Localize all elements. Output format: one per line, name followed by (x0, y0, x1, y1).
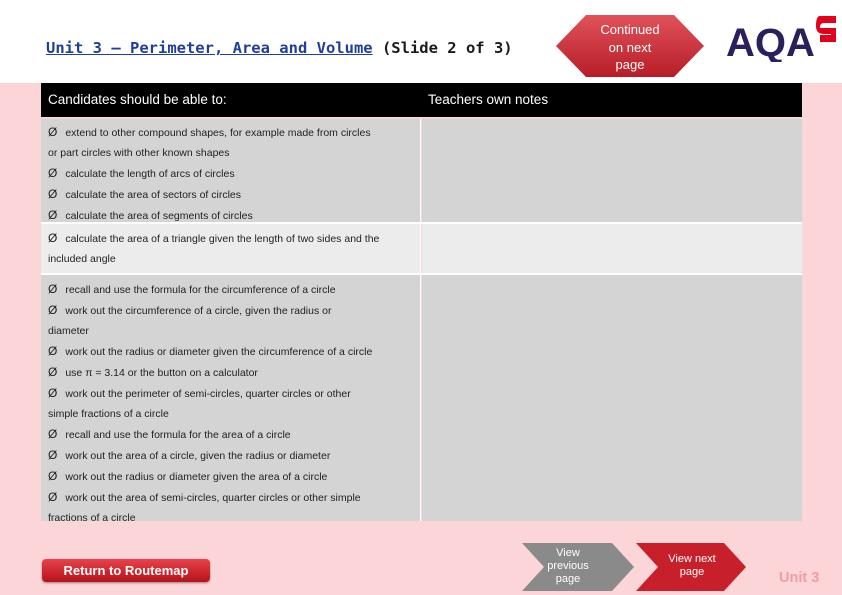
notes-cell[interactable] (422, 119, 802, 222)
objective-line (41, 508, 420, 528)
objective-line (41, 300, 420, 321)
objective-line (41, 122, 420, 143)
table-row (41, 224, 802, 273)
objective-text: work out the circumference of a circle, given the radius or (65, 305, 332, 317)
title-link[interactable]: Unit 3 – Perimeter, Area and Volume (46, 39, 373, 57)
objectives-cell (41, 224, 421, 273)
prev-line1: View (556, 547, 580, 559)
objective-line (41, 362, 420, 383)
bullet-arrow-icon: Ø (48, 427, 58, 441)
objective-line (41, 341, 420, 362)
objective-line (41, 445, 420, 466)
bullet-arrow-icon: Ø (48, 208, 58, 222)
unit-label: Unit 3 (779, 570, 820, 586)
table-row (41, 275, 802, 524)
continued-line1: Continued (600, 22, 660, 37)
header-teacher-notes: Teachers own notes (428, 92, 549, 107)
bullet-arrow-icon: Ø (48, 187, 58, 201)
bullet-arrow-icon: Ø (48, 125, 58, 139)
bullet-arrow-icon: Ø (48, 469, 58, 483)
bullet-arrow-icon: Ø (48, 282, 58, 296)
objective-text: recall and use the formula for the circumference of a circle (65, 284, 336, 296)
objective-line (41, 279, 420, 300)
logo-swoosh-icon (816, 16, 836, 42)
bullet-arrow-icon: Ø (48, 166, 58, 180)
next-line2: page (679, 566, 705, 578)
bullet-arrow-icon: Ø (48, 448, 58, 462)
table-row (41, 119, 802, 222)
title-suffix: (Slide 2 of 3) (372, 39, 513, 57)
objective-text: calculate the area of a triangle given the length of two sides and the (65, 233, 380, 245)
prev-line3: page (555, 573, 581, 585)
view-previous-page-button[interactable] (522, 543, 634, 591)
continued-next-page-button[interactable] (556, 15, 704, 77)
objective-line (41, 184, 420, 205)
objective-line (41, 424, 420, 445)
header-candidates: Candidates should be able to: (48, 92, 227, 107)
objective-text: work out the radius or diameter given the circumference of a circle (65, 346, 373, 358)
page-title (46, 39, 513, 57)
continued-line3: page (615, 57, 645, 72)
objectives-cell (41, 119, 421, 222)
objective-line (41, 487, 420, 508)
objective-text: recall and use the formula for the area of a circle (65, 429, 291, 441)
bullet-arrow-icon: Ø (48, 231, 58, 245)
objective-line (41, 163, 420, 184)
bullet-arrow-icon: Ø (48, 365, 58, 379)
objective-text: fractions of a circle (48, 512, 136, 524)
objective-line (41, 143, 420, 163)
prev-line2: previous (547, 560, 589, 572)
notes-cell[interactable] (422, 224, 802, 273)
bullet-arrow-icon: Ø (48, 344, 58, 358)
objective-text: work out the perimeter of semi-circles, quarter circles or other (65, 388, 351, 400)
objective-text: calculate the length of arcs of circles (65, 168, 235, 180)
objective-text: work out the area of semi-circles, quarter circles or other simple (65, 492, 361, 504)
objective-text: calculate the area of segments of circles (65, 210, 253, 222)
objectives-cell (41, 275, 421, 524)
continued-line2: on next (608, 39, 652, 55)
return-to-routemap-button[interactable]: Return to Routemap (42, 559, 210, 582)
objective-line (41, 228, 420, 249)
notes-cell[interactable] (422, 275, 802, 521)
table-header (41, 83, 802, 117)
bullet-arrow-icon: Ø (48, 303, 58, 317)
next-line1: View next (668, 553, 716, 565)
objective-text: work out the radius or diameter given the area of a circle (65, 471, 328, 483)
objective-line (41, 383, 420, 404)
objective-text: diameter (48, 325, 89, 337)
objective-text: included angle (48, 253, 116, 265)
objective-line (41, 321, 420, 341)
bullet-arrow-icon: Ø (48, 386, 58, 400)
objective-line (41, 404, 420, 424)
aqa-logo (726, 14, 838, 67)
objective-text: work out the area of a circle, given the radius or diameter (65, 450, 331, 462)
logo-text: AQA (726, 21, 815, 62)
objective-line (41, 466, 420, 487)
objective-text: calculate the area of sectors of circles (65, 189, 242, 201)
view-next-page-button[interactable] (636, 543, 748, 591)
bullet-arrow-icon: Ø (48, 490, 58, 504)
objective-text: use π = 3.14 or the button on a calculator (65, 367, 258, 379)
objective-text: simple fractions of a circle (48, 408, 169, 420)
objective-text: or part circles with other known shapes (48, 147, 230, 159)
objective-text: extend to other compound shapes, for example made from circles (65, 127, 371, 139)
objective-line (41, 249, 420, 269)
